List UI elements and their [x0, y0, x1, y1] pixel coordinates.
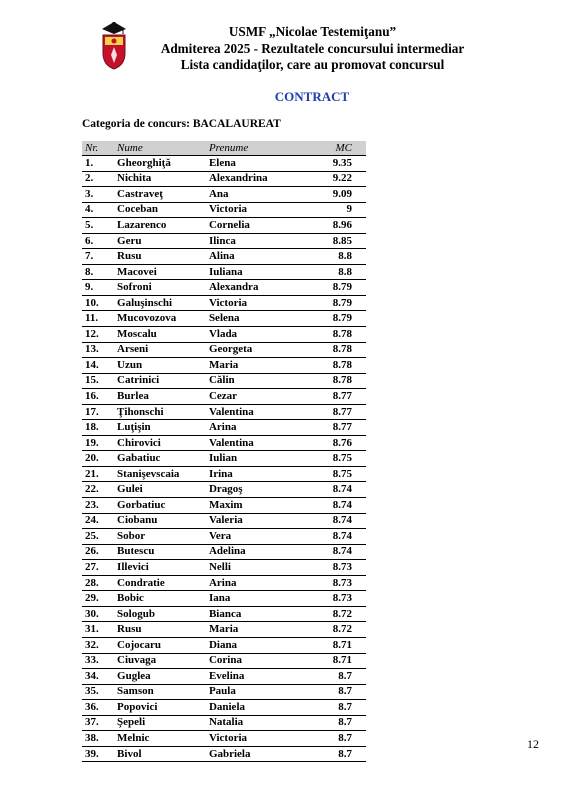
cell-prenume: Ana: [206, 187, 307, 203]
cell-nr: 38.: [82, 731, 114, 747]
cell-nr: 14.: [82, 358, 114, 374]
cell-prenume: Irina: [206, 466, 307, 482]
cell-nr: 11.: [82, 311, 114, 327]
cell-nume: Catrinici: [114, 373, 206, 389]
cell-mc: 8.8: [307, 249, 366, 265]
table-row: [82, 700, 366, 716]
cell-prenume: Vlada: [206, 327, 307, 343]
cell-nume: Ciuvaga: [114, 653, 206, 669]
cell-nume: Rusu: [114, 622, 206, 638]
header-list-title: Lista candidaţilor, care au promovat concursul: [180, 57, 445, 72]
cell-nume: Bivol: [114, 746, 206, 762]
cell-nume: Moscalu: [114, 327, 206, 343]
cell-nr: 15.: [82, 373, 114, 389]
cell-prenume: Gabriela: [206, 746, 307, 762]
table-body: [82, 156, 366, 762]
cell-mc: 8.7: [307, 669, 366, 685]
cell-prenume: Victoria: [206, 295, 307, 311]
cell-nr: 25.: [82, 529, 114, 545]
cell-nr: 9.: [82, 280, 114, 296]
cell-nume: Mucovozova: [114, 311, 206, 327]
cell-mc: 9.09: [307, 187, 366, 203]
cell-prenume: Elena: [206, 156, 307, 172]
table-row: [82, 373, 366, 389]
cell-prenume: Diana: [206, 637, 307, 653]
cell-nume: Gheorghiţă: [114, 156, 206, 172]
cell-nr: 17.: [82, 404, 114, 420]
cell-mc: 8.85: [307, 233, 366, 249]
header-admission-title: Admiterea 2025 - Rezultatele concursului intermediar: [160, 40, 465, 56]
cell-prenume: Maxim: [206, 498, 307, 514]
cell-nr: 39.: [82, 746, 114, 762]
cell-prenume: Selena: [206, 311, 307, 327]
cell-nume: Gorbatiuc: [114, 498, 206, 514]
cell-mc: 9.35: [307, 156, 366, 172]
cell-prenume: Iuliana: [206, 264, 307, 280]
cell-mc: 8.7: [307, 731, 366, 747]
table-row: [82, 156, 366, 172]
cell-nr: 32.: [82, 637, 114, 653]
cell-nume: Coceban: [114, 202, 206, 218]
cell-prenume: Călin: [206, 373, 307, 389]
cell-nr: 6.: [82, 233, 114, 249]
cell-prenume: Corina: [206, 653, 307, 669]
cell-nr: 31.: [82, 622, 114, 638]
table-row: [82, 280, 366, 296]
table-row: [82, 653, 366, 669]
cell-prenume: Evelina: [206, 669, 307, 685]
table-row: [82, 404, 366, 420]
cell-nume: Luţişin: [114, 420, 206, 436]
cell-nume: Lazarenco: [114, 218, 206, 234]
cell-nr: 22.: [82, 482, 114, 498]
cell-prenume: Valentina: [206, 435, 307, 451]
cell-prenume: Dragoş: [206, 482, 307, 498]
table-row: [82, 637, 366, 653]
cell-nr: 19.: [82, 435, 114, 451]
cell-nume: Ţihonschi: [114, 404, 206, 420]
cell-nr: 8.: [82, 264, 114, 280]
cell-mc: 8.8: [307, 264, 366, 280]
cell-nr: 34.: [82, 669, 114, 685]
table-row: [82, 171, 366, 187]
cell-nume: Sofroni: [114, 280, 206, 296]
table-row: [82, 746, 366, 762]
table-row: [82, 264, 366, 280]
cell-prenume: Natalia: [206, 715, 307, 731]
table-row: [82, 560, 366, 576]
table-row: [82, 327, 366, 343]
cell-mc: 8.77: [307, 389, 366, 405]
cell-nr: 35.: [82, 684, 114, 700]
cell-nume: Samson: [114, 684, 206, 700]
cell-nr: 2.: [82, 171, 114, 187]
cell-mc: 8.77: [307, 404, 366, 420]
table-row: [82, 669, 366, 685]
cell-mc: 8.96: [307, 218, 366, 234]
cell-nr: 28.: [82, 575, 114, 591]
cell-mc: 8.74: [307, 529, 366, 545]
cell-mc: 8.72: [307, 606, 366, 622]
cell-prenume: Valentina: [206, 404, 307, 420]
cell-mc: 8.7: [307, 684, 366, 700]
cell-nr: 24.: [82, 513, 114, 529]
table-row: [82, 295, 366, 311]
cell-prenume: Paula: [206, 684, 307, 700]
cell-nume: Gulei: [114, 482, 206, 498]
cell-mc: 8.79: [307, 311, 366, 327]
cell-prenume: Iulian: [206, 451, 307, 467]
cell-mc: 8.79: [307, 280, 366, 296]
cell-nume: Guglea: [114, 669, 206, 685]
cell-nume: Uzun: [114, 358, 206, 374]
table-header-row: [82, 141, 366, 156]
table-row: [82, 482, 366, 498]
cell-nr: 4.: [82, 202, 114, 218]
table-row: [82, 622, 366, 638]
table-row: [82, 358, 366, 374]
cell-prenume: Valeria: [206, 513, 307, 529]
cell-mc: 8.7: [307, 715, 366, 731]
cell-nr: 1.: [82, 156, 114, 172]
cell-prenume: Vera: [206, 529, 307, 545]
cell-prenume: Arina: [206, 420, 307, 436]
table-row: [82, 606, 366, 622]
cell-mc: 8.74: [307, 513, 366, 529]
cell-mc: 8.7: [307, 746, 366, 762]
cell-nr: 26.: [82, 544, 114, 560]
table-row: [82, 187, 366, 203]
category-label: Categoria de concurs: BACALAUREAT: [82, 118, 281, 130]
table-row: [82, 249, 366, 265]
cell-mc: 8.76: [307, 435, 366, 451]
cell-nume: Arseni: [114, 342, 206, 358]
table-row: [82, 544, 366, 560]
document-header: [150, 24, 475, 74]
cell-prenume: Arina: [206, 575, 307, 591]
cell-nr: 10.: [82, 295, 114, 311]
cell-mc: 8.74: [307, 498, 366, 514]
cell-nume: Rusu: [114, 249, 206, 265]
cell-nume: Melnic: [114, 731, 206, 747]
table-row: [82, 591, 366, 607]
cell-mc: 8.71: [307, 653, 366, 669]
cell-prenume: Nelli: [206, 560, 307, 576]
cell-mc: 8.77: [307, 420, 366, 436]
cell-nume: Chirovici: [114, 435, 206, 451]
cell-nume: Geru: [114, 233, 206, 249]
cell-nume: Cojocaru: [114, 637, 206, 653]
cell-nume: Popovici: [114, 700, 206, 716]
table-row: [82, 420, 366, 436]
cell-nr: 21.: [82, 466, 114, 482]
cell-mc: 8.78: [307, 342, 366, 358]
cell-prenume: Cezar: [206, 389, 307, 405]
cell-nume: Sologub: [114, 606, 206, 622]
table-row: [82, 684, 366, 700]
header-institution: USMF „Nicolae Testemiţanu”: [228, 24, 397, 39]
cell-prenume: Ilinca: [206, 233, 307, 249]
table-row: [82, 202, 366, 218]
cell-nr: 18.: [82, 420, 114, 436]
cell-nr: 27.: [82, 560, 114, 576]
cell-nume: Macovei: [114, 264, 206, 280]
column-header-nr: Nr.: [82, 141, 114, 156]
cell-nume: Butescu: [114, 544, 206, 560]
table-row: [82, 466, 366, 482]
cell-prenume: Georgeta: [206, 342, 307, 358]
cell-nr: 13.: [82, 342, 114, 358]
cell-prenume: Iana: [206, 591, 307, 607]
table-row: [82, 389, 366, 405]
cell-prenume: Alina: [206, 249, 307, 265]
cell-nr: 37.: [82, 715, 114, 731]
cell-prenume: Adelina: [206, 544, 307, 560]
cell-prenume: Daniela: [206, 700, 307, 716]
cell-nume: Nichita: [114, 171, 206, 187]
cell-nume: Burlea: [114, 389, 206, 405]
cell-prenume: Maria: [206, 622, 307, 638]
cell-mc: 8.7: [307, 700, 366, 716]
column-header-nume: Nume: [114, 141, 206, 156]
cell-mc: 8.73: [307, 575, 366, 591]
university-crest-icon: [100, 20, 128, 70]
cell-prenume: Victoria: [206, 202, 307, 218]
cell-prenume: Cornelia: [206, 218, 307, 234]
cell-nume: Sobor: [114, 529, 206, 545]
cell-mc: 8.78: [307, 327, 366, 343]
cell-nume: Stanişevscaia: [114, 466, 206, 482]
cell-nume: Şepeli: [114, 715, 206, 731]
cell-mc: 8.71: [307, 637, 366, 653]
cell-nume: Ciobanu: [114, 513, 206, 529]
cell-mc: 9: [307, 202, 366, 218]
page-number: 12: [527, 737, 539, 751]
cell-nr: 16.: [82, 389, 114, 405]
cell-nume: Illevici: [114, 560, 206, 576]
cell-prenume: Victoria: [206, 731, 307, 747]
cell-nr: 23.: [82, 498, 114, 514]
cell-nume: Galuşinschi: [114, 295, 206, 311]
section-title: CONTRACT: [274, 89, 350, 104]
cell-mc: 8.78: [307, 373, 366, 389]
cell-nr: 30.: [82, 606, 114, 622]
cell-mc: 8.74: [307, 482, 366, 498]
cell-mc: 8.75: [307, 466, 366, 482]
cell-prenume: Maria: [206, 358, 307, 374]
cell-mc: 9.22: [307, 171, 366, 187]
cell-mc: 8.75: [307, 451, 366, 467]
table-row: [82, 731, 366, 747]
cell-nr: 12.: [82, 327, 114, 343]
table-row: [82, 233, 366, 249]
table-row: [82, 715, 366, 731]
column-header-prenume: Prenume: [206, 141, 307, 156]
cell-prenume: Alexandra: [206, 280, 307, 296]
cell-nume: Gabatiuc: [114, 451, 206, 467]
table-row: [82, 575, 366, 591]
cell-mc: 8.73: [307, 591, 366, 607]
cell-nume: Castraveţ: [114, 187, 206, 203]
table-row: [82, 513, 366, 529]
cell-nume: Bobic: [114, 591, 206, 607]
cell-nr: 29.: [82, 591, 114, 607]
cell-mc: 8.79: [307, 295, 366, 311]
cell-nr: 33.: [82, 653, 114, 669]
cell-mc: 8.73: [307, 560, 366, 576]
cell-nr: 7.: [82, 249, 114, 265]
table-row: [82, 342, 366, 358]
candidates-table: [82, 141, 366, 762]
cell-nr: 3.: [82, 187, 114, 203]
column-header-mc: MC: [307, 141, 366, 156]
cell-mc: 8.74: [307, 544, 366, 560]
cell-nume: Condratie: [114, 575, 206, 591]
cell-prenume: Bianca: [206, 606, 307, 622]
table-row: [82, 451, 366, 467]
cell-mc: 8.72: [307, 622, 366, 638]
cell-nr: 36.: [82, 700, 114, 716]
table-row: [82, 435, 366, 451]
cell-mc: 8.78: [307, 358, 366, 374]
table-row: [82, 218, 366, 234]
cell-nr: 20.: [82, 451, 114, 467]
table-row: [82, 311, 366, 327]
table-row: [82, 498, 366, 514]
cell-prenume: Alexandrina: [206, 171, 307, 187]
table-row: [82, 529, 366, 545]
cell-nr: 5.: [82, 218, 114, 234]
